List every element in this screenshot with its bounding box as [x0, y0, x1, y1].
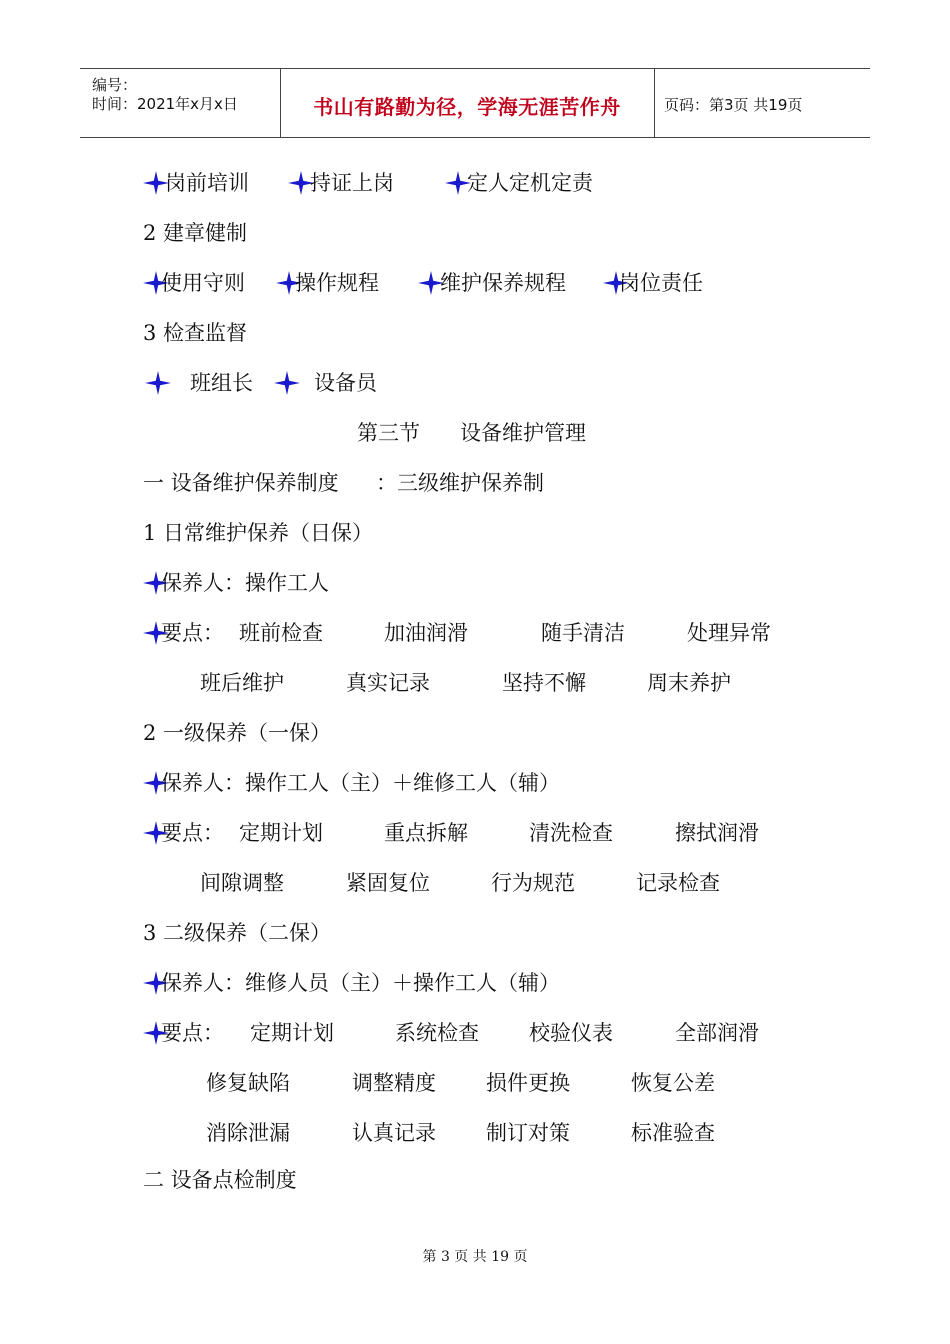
item: 周末养护: [647, 671, 731, 695]
line-daily-points-2: [200, 668, 840, 698]
line-daily-points: [143, 618, 843, 648]
item: 全部润滑: [675, 1021, 759, 1045]
item: 使用守则: [161, 271, 245, 295]
item: 重点拆解: [384, 821, 468, 845]
heading-daily: 1 日常维护保养（日保）: [143, 521, 374, 545]
item: 行为规范: [491, 871, 575, 895]
heading-maintenance-system: [143, 468, 743, 498]
item: 随手清洁: [541, 621, 625, 645]
line-level-one-staff: [143, 768, 843, 798]
section-number: 第三节: [357, 421, 420, 445]
item: 坚持不懈: [502, 671, 586, 695]
item: 一 设备维护保养制度: [143, 471, 339, 495]
header-motto-cell: [280, 69, 655, 137]
page-header: [80, 68, 870, 138]
section-title: [357, 418, 757, 448]
item: 清洗检查: [529, 821, 613, 845]
item: 保养人：操作工人: [161, 571, 329, 595]
item: 班组长: [190, 371, 253, 395]
number-label: 编号：: [92, 76, 138, 94]
four-point-star-icon: [145, 371, 171, 395]
item: 消除泄漏: [206, 1121, 290, 1145]
header-page-cell: [654, 69, 870, 137]
item: ：三级维护保养制: [376, 471, 544, 495]
item: 恢复公差: [631, 1071, 715, 1095]
page-info: 页码：第3页 共19页: [664, 96, 803, 114]
item: 维护保养规程: [440, 271, 566, 295]
four-point-star-icon: [274, 371, 300, 395]
item: 班后维护: [200, 671, 284, 695]
section-name: 设备维护管理: [460, 421, 586, 445]
date-label: 时间：2021年x月x日: [92, 95, 238, 113]
heading-level-two: 3 二级保养（二保）: [143, 921, 332, 945]
line-level-one-points: [143, 818, 843, 848]
item: 加油润滑: [384, 621, 468, 645]
item: 校验仪表: [529, 1021, 613, 1045]
line-level-two-points-3: [206, 1118, 846, 1148]
item: 要点：: [161, 821, 224, 845]
item: 岗位责任: [619, 271, 703, 295]
line-daily-staff: [143, 568, 743, 598]
item: 处理异常: [687, 621, 771, 645]
item: 要点：: [161, 621, 224, 645]
line-level-two-points-2: [206, 1068, 846, 1098]
item: 制订对策: [486, 1121, 570, 1145]
item: 岗前培训: [165, 171, 249, 195]
item: 保养人：维修人员（主）＋操作工人（辅）: [161, 971, 560, 995]
heading-inspection: 3 检查监督: [143, 321, 248, 345]
heading-level-one: 2 一级保养（一保）: [143, 721, 332, 745]
item: 持证上岗: [310, 171, 394, 195]
item: 紧固复位: [346, 871, 430, 895]
item: 设备员: [314, 371, 377, 395]
line-level-two-points: [143, 1018, 843, 1048]
item: 系统检查: [395, 1021, 479, 1045]
item: 调整精度: [352, 1071, 436, 1095]
item: 定人定机定责: [467, 171, 593, 195]
heading-rules: 2 建章健制: [143, 221, 248, 245]
item: 班前检查: [239, 621, 323, 645]
motto: 书山有路勤为径，学海无涯苦作舟: [313, 95, 621, 119]
item: 要点：: [161, 1021, 224, 1045]
line-inspectors: [143, 368, 843, 398]
item: 定期计划: [250, 1021, 334, 1045]
line-training: [143, 168, 843, 198]
heading-spot-check: 二 设备点检制度: [143, 1168, 297, 1192]
line-rules: [143, 268, 843, 298]
line-level-one-points-2: [200, 868, 840, 898]
item: 间隙调整: [200, 871, 284, 895]
item: 擦拭润滑: [675, 821, 759, 845]
page-footer: 第 3 页 共 19 页: [422, 1249, 528, 1265]
item: 记录检查: [636, 871, 720, 895]
header-meta-cell: [80, 69, 281, 137]
item: 损件更换: [486, 1071, 570, 1095]
line-level-two-staff: [143, 968, 843, 998]
item: 真实记录: [346, 671, 430, 695]
item: 定期计划: [239, 821, 323, 845]
item: 认真记录: [352, 1121, 436, 1145]
item: 操作规程: [295, 271, 379, 295]
item: 修复缺陷: [206, 1071, 290, 1095]
item: 保养人：操作工人（主）＋维修工人（辅）: [161, 771, 560, 795]
item: 标准验查: [631, 1121, 715, 1145]
